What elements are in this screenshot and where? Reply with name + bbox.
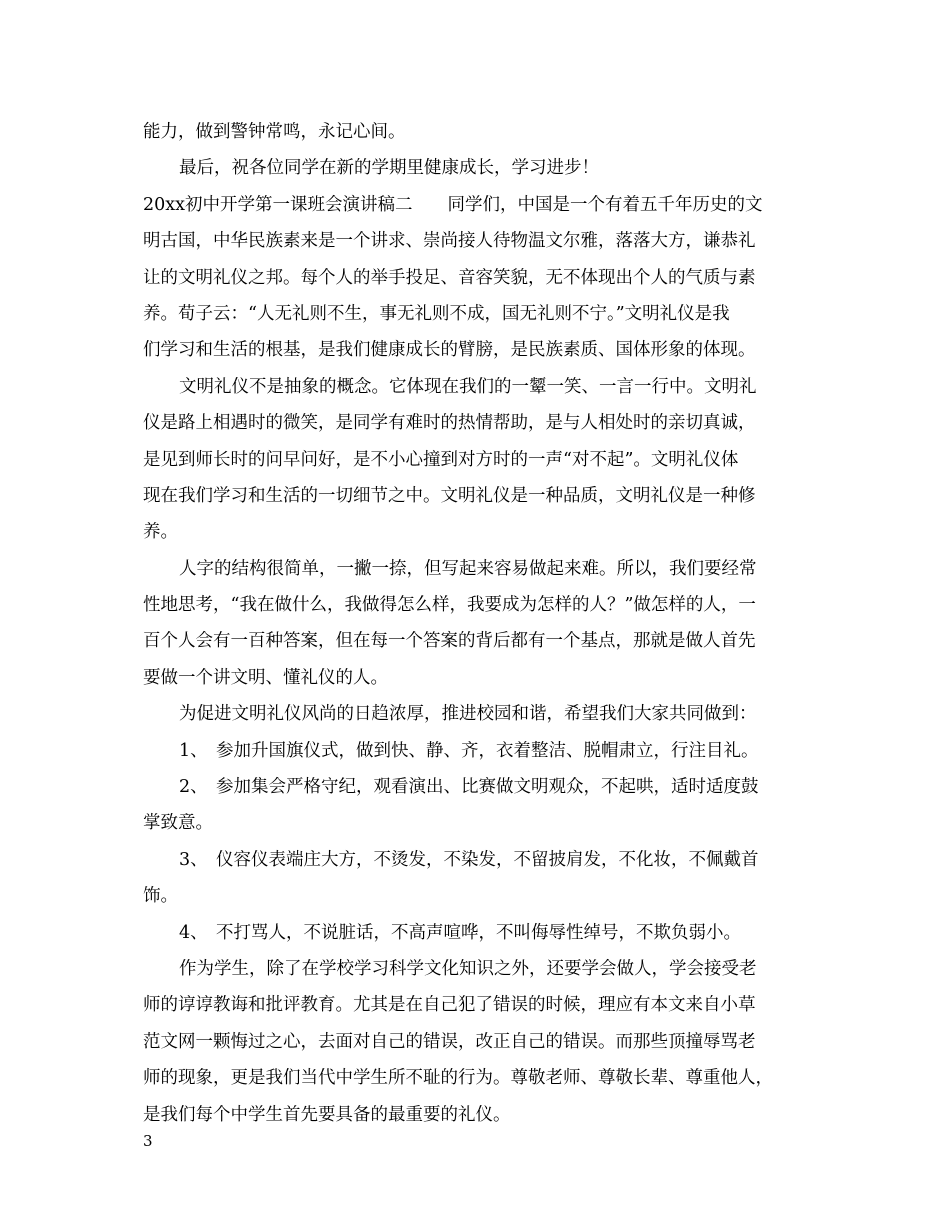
text-line: 人字的结构很简单，一撇一捺，但写起来容易做起来难。所以，我们要经常 xyxy=(179,558,757,579)
text-line: 养。 xyxy=(143,522,178,543)
text-line: 能力，做到警钟常鸣，永记心间。 xyxy=(143,122,406,142)
text-line: 仪是路上相遇时的微笑，是同学有难时的热情帮助，是与人相处时的亲切真诚， xyxy=(143,413,756,434)
text-line: 现在我们学习和生活的一切细节之中。文明礼仪是一种品质，文明礼仪是一种修 xyxy=(143,485,756,506)
text-line: 作为学生，除了在学校学习科学文化知识之外，还要学会做人，学会接受老 xyxy=(179,958,757,979)
text-line: 让的文明礼仪之邦。每个人的举手投足、音容笑貌，无不体现出个人的气质与素 xyxy=(143,267,756,288)
list-item xyxy=(143,842,813,878)
text-line: 要做一个讲文明、懂礼仪的人。 xyxy=(143,667,388,688)
list-item xyxy=(143,769,813,805)
list-number: 4、 xyxy=(179,922,208,943)
list-number: 1、 xyxy=(179,740,208,761)
list-item-text: 仪容仪表端庄大方，不烫发，不染发，不留披肩发，不化妆，不佩戴首 xyxy=(216,849,759,870)
page-number: 3 xyxy=(143,1132,153,1150)
list-item-text: 参加升国旗仪式，做到快、静、齐，衣着整洁、脱帽肃立，行注目礼。 xyxy=(216,740,759,761)
text-line: 20xx初中开学第一课班会演讲稿二 同学们，中国是一个有着五千年历史的文 xyxy=(143,194,763,215)
text-line: 为促进文明礼仪风尚的日趋浓厚，推进校园和谐，希望我们大家共同做到： xyxy=(179,704,757,725)
list-number: 3、 xyxy=(179,849,208,870)
list-item-text: 不打骂人，不说脏话，不高声喧哗，不叫侮辱性绰号，不欺负弱小。 xyxy=(216,922,741,943)
text-line: 百个人会有一百种答案，但在每一个答案的背后都有一个基点，那就是做人首先 xyxy=(143,631,756,652)
text-line: 是见到师长时的问早问好，是不小心撞到对方时的一声“对不起”。文明礼仪体 xyxy=(143,449,739,470)
text-line: 文明礼仪不是抽象的概念。它体现在我们的一颦一笑、一言一行中。文明礼 xyxy=(179,376,757,397)
text-line: 掌致意。 xyxy=(143,813,213,834)
text-line: 明古国，中华民族素来是一个讲求、崇尚接人待物温文尔雅，落落大方，谦恭礼 xyxy=(143,231,756,252)
text-line: 们学习和生活的根基，是我们健康成长的臂膀，是民族素质、国体形象的体现。 xyxy=(143,340,756,361)
list-item-text: 参加集会严格守纪，观看演出、比赛做文明观众，不起哄，适时适度鼓 xyxy=(216,777,759,798)
list-item xyxy=(143,733,813,769)
text-line: 师的现象，更是我们当代中学生所不耻的行为。尊敬老师、尊敬长辈、尊重他人， xyxy=(143,1068,773,1089)
text-line: 师的谆谆教诲和批评教育。尤其是在自己犯了错误的时候，理应有本文来自小草 xyxy=(143,995,756,1016)
list-item xyxy=(143,915,813,951)
text-line: 是我们每个中学生首先要具备的最重要的礼仪。 xyxy=(143,1104,511,1125)
text-line: 饰。 xyxy=(143,886,178,907)
list-number: 2、 xyxy=(179,777,208,798)
text-line: 养。荀子云：“人无礼则不生，事无礼则不成，国无礼则不宁。”文明礼仪是我 xyxy=(143,303,730,324)
text-line: 性地思考，“我在做什么，我做得怎么样，我要成为怎样的人？”做怎样的人，一 xyxy=(143,595,756,616)
text-line: 最后，祝各位同学在新的学期里健康成长，学习进步！ xyxy=(179,158,599,179)
text-line: 范文网一颗悔过之心，去面对自己的错误，改正自己的错误。而那些顶撞辱骂老 xyxy=(143,1031,756,1052)
body-text xyxy=(143,114,813,1133)
